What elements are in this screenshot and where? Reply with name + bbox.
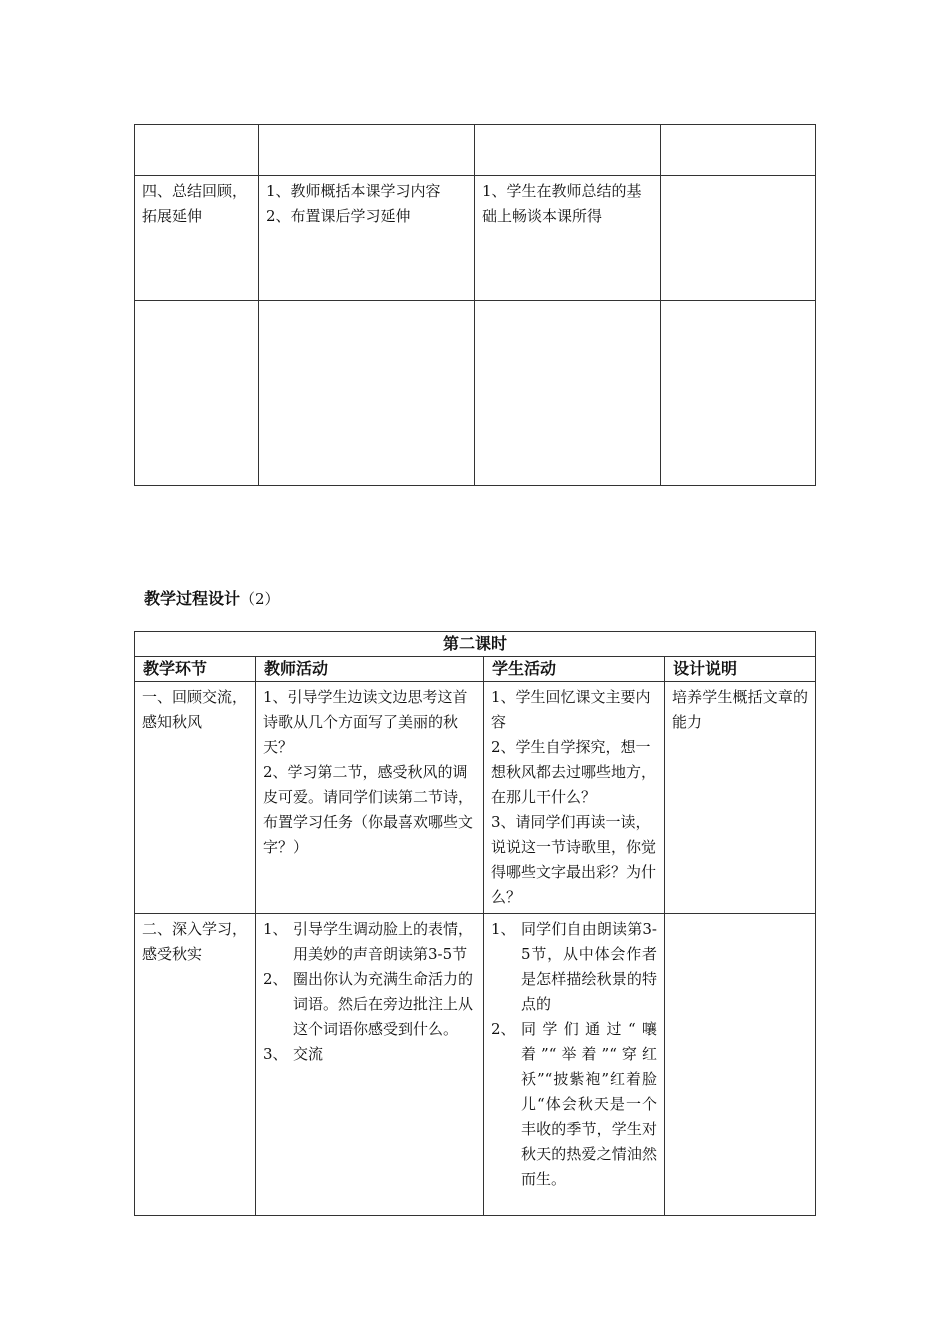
item-number: 1、 xyxy=(491,920,516,938)
student-activity-cell xyxy=(484,682,665,914)
student-activity-line: 1、学生在教师总结的基础上畅谈本课所得 xyxy=(482,182,642,225)
student-activity-line: 2、学生自学探究，想一想秋风都去过哪些地方，在那儿干什么？ xyxy=(491,738,657,806)
teacher-activity-line: 2、布置课后学习延伸 xyxy=(266,207,411,225)
item-number: 3、 xyxy=(263,1045,288,1063)
column-header: 教师活动 xyxy=(256,657,484,682)
student-activity-cell xyxy=(484,914,665,1216)
column-header: 设计说明 xyxy=(665,657,816,682)
table-cell xyxy=(135,301,259,486)
list-item xyxy=(491,1017,657,1192)
list-item xyxy=(263,967,476,1042)
stage-cell: 一、回顾交流，感知秋风 xyxy=(135,682,256,914)
lesson-table-2 xyxy=(134,631,816,1216)
teacher-activity-line: 1、教师概括本课学习内容 xyxy=(266,182,441,200)
item-number: 2、 xyxy=(263,970,288,988)
item-text: 同学们自由朗读第3-5节，从中体会作者是怎样描绘秋景的特点的 xyxy=(521,920,657,1013)
table-cell xyxy=(259,125,475,176)
list-item xyxy=(491,917,657,1017)
table-row xyxy=(135,176,816,301)
session-title: 第二课时 xyxy=(135,632,816,657)
section-title-suffix: （2） xyxy=(240,590,280,608)
design-note-cell: 培养学生概括文章的能力 xyxy=(665,682,816,914)
design-note-cell xyxy=(665,914,816,1216)
teacher-activity-cell xyxy=(256,682,484,914)
list-item xyxy=(263,1042,476,1067)
lesson-table-1 xyxy=(134,124,816,486)
table-cell xyxy=(475,125,661,176)
teacher-activity-cell xyxy=(256,914,484,1216)
column-header: 教学环节 xyxy=(135,657,256,682)
stage-cell: 二、深入学习，感受秋实 xyxy=(135,914,256,1216)
list-item xyxy=(263,917,476,967)
section-title-text: 教学过程设计 xyxy=(144,589,241,608)
column-header: 学生活动 xyxy=(484,657,665,682)
teacher-activity-list xyxy=(263,917,476,1067)
teacher-activity-line: 1、引导学生边读文边思考这首诗歌从几个方面写了美丽的秋天？ xyxy=(263,688,468,756)
item-text: 圈出你认为充满生命活力的词语。然后在旁边批注上从这个词语你感受到什么。 xyxy=(293,970,474,1038)
item-number: 1、 xyxy=(263,920,288,938)
teacher-activity-line: 2、学习第二节，感受秋风的调皮可爱。请同学们读第二节诗，布置学习任务（你最喜欢哪些文字？） xyxy=(263,763,474,856)
teacher-activity-cell xyxy=(259,176,475,301)
table-row xyxy=(135,125,816,176)
session-row xyxy=(135,632,816,657)
table-cell xyxy=(135,125,259,176)
header-row xyxy=(135,657,816,682)
student-activity-line: 1、学生回忆课文主要内容 xyxy=(491,688,651,731)
student-activity-cell xyxy=(475,176,661,301)
section-title xyxy=(144,587,280,611)
table-row xyxy=(135,682,816,914)
table-cell xyxy=(475,301,661,486)
item-text: 引导学生调动脸上的表情，用美妙的声音朗读第3-5节 xyxy=(293,920,474,963)
table-row xyxy=(135,301,816,486)
table-cell xyxy=(661,125,816,176)
table-row xyxy=(135,914,816,1216)
item-text: 交流 xyxy=(293,1045,324,1063)
student-activity-list xyxy=(491,917,657,1192)
student-activity-line: 3、请同学们再读一读，说说这一节诗歌里，你觉得哪些文字最出彩？为什么？ xyxy=(491,813,657,906)
design-note-cell xyxy=(661,176,816,301)
table-cell xyxy=(661,301,816,486)
item-text: 同学们通过“嚷着”“举着”“穿红袄”“披紫袍”红着脸儿“体会秋天是一个丰收的季节，学生对秋天的热爱之情油然而生。 xyxy=(521,1020,657,1188)
stage-cell: 四、总结回顾，拓展延伸 xyxy=(135,176,259,301)
table-cell xyxy=(259,301,475,486)
item-number: 2、 xyxy=(491,1020,516,1038)
